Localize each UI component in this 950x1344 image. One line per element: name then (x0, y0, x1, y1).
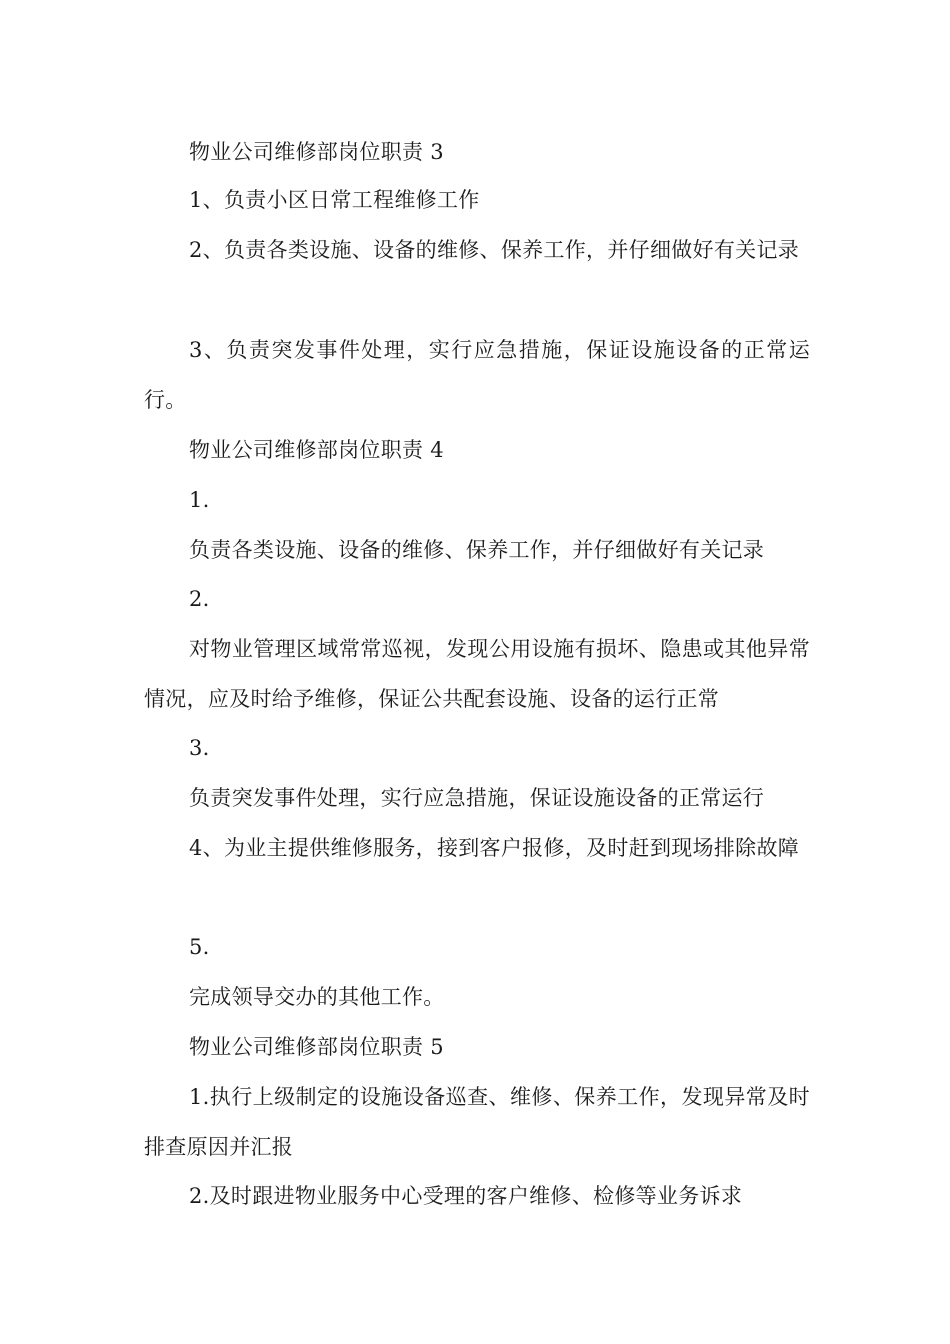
section-heading-4: 物业公司维修部岗位职责 4 (189, 438, 444, 462)
duty-text-2: 对物业管理区域常常巡视，发现公用设施有损坏、隐患或其他异常情况，应及时给予维修，保证公共配套设施、设备的运行正常 (144, 637, 810, 711)
duty-item-5-1: 1.执行上级制定的设施设备巡查、维修、保养工作，发现异常及时排查原因并汇报 (144, 1085, 810, 1159)
duty-item-1: 1、负责小区日常工程维修工作 (189, 188, 480, 212)
duty-item-2: 2、负责各类设施、设备的维修、保养工作，并仔细做好有关记录 (189, 238, 800, 262)
duty-number-2: 2. (189, 587, 210, 611)
section-heading-5: 物业公司维修部岗位职责 5 (189, 1035, 444, 1059)
duty-item-5-2: 2.及时跟进物业服务中心受理的客户维修、检修等业务诉求 (189, 1184, 743, 1208)
duty-text-3: 负责突发事件处理，实行应急措施，保证设施设备的正常运行 (189, 786, 765, 810)
duty-item-3: 3、负责突发事件处理，实行应急措施，保证设施设备的正常运行。 (144, 338, 810, 412)
duty-number-5: 5. (189, 935, 210, 959)
duty-text-5: 完成领导交办的其他工作。 (189, 985, 445, 1009)
section-heading-3: 物业公司维修部岗位职责 3 (189, 140, 444, 164)
duty-text-1: 负责各类设施、设备的维修、保养工作，并仔细做好有关记录 (189, 538, 765, 562)
duty-item-4: 4、为业主提供维修服务，接到客户报修，及时赶到现场排除故障 (189, 836, 800, 860)
duty-number-3: 3. (189, 736, 210, 760)
duty-number-1: 1. (189, 488, 210, 512)
